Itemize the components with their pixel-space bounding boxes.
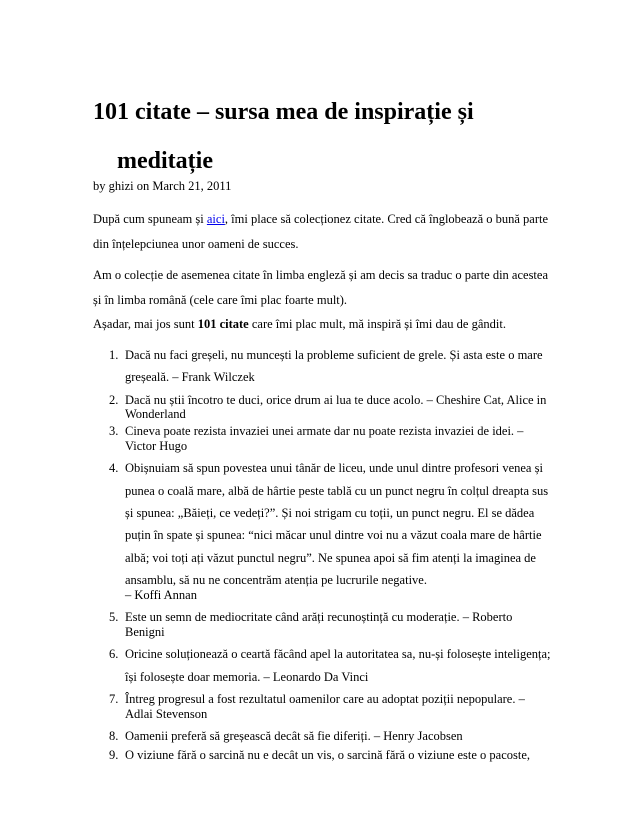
intro-p3-bold: 101 citate <box>197 317 249 331</box>
title-line-1: 101 citate – sursa mea de inspirație și <box>93 99 474 125</box>
quote-item-7 <box>93 692 553 721</box>
intro-paragraph-1 <box>93 207 553 256</box>
quote-item-8 <box>93 725 553 747</box>
intro-p1-text-end: , îmi place să colecționez citate. Cred că înglobează o bună parte din înțelepciunea unor oameni de succes. <box>93 212 549 251</box>
quote-text: Dacă nu faci greșeli, nu muncești la probleme suficient de grele. Și asta este o mare greșeală. – Frank Wilczek <box>125 348 543 385</box>
quote-number: 8. <box>109 729 119 744</box>
quote-text: Oamenii preferă să greșească decât să fie diferiți. – Henry Jacobsen <box>125 729 463 744</box>
quote-item-1 <box>93 344 553 389</box>
quote-item-9 <box>93 748 553 763</box>
quote-author: – Koffi Annan <box>125 587 197 602</box>
quote-item-5 <box>93 610 553 639</box>
byline: by ghizi on March 21, 2011 <box>93 179 232 193</box>
quote-number: 5. <box>109 610 119 625</box>
intro-paragraph-3 <box>93 312 553 337</box>
quote-number: 2. <box>109 392 119 407</box>
quote-item-4 <box>93 457 553 602</box>
quote-number: 1. <box>109 348 119 362</box>
quote-text: Obișnuiam să spun povestea unui tânăr de liceu, unde unul dintre profesori venea și punea o coală mare, albă de hârtie peste tablă cu un punct negru în colțul dreapta sus și spunea: „Băieți, ce vedeți?”. Și noi strigam cu toții, un punct negru. El se dădea puțin în spate și spunea: “nici măcar unul dintre voi nu a văzut coala mare de hârtie albă; voi toți ați văzut punctul negru”. Ne spunea apoi să fim atenți la imaginea de ansamblu, să nu ne concentrăm atenția pe lucrurile negative. <box>125 461 549 588</box>
intro-paragraph-2: Am o colecție de asemenea citate în limba engleză și am decis sa traduc o parte din acestea și în limba română (cele care îmi plac foarte mult). <box>93 268 548 307</box>
intro-p1-text-start: După cum spuneam și <box>93 212 207 226</box>
quote-text: O viziune fără o sarcină nu e decât un vis, o sarcină fără o viziune este o pacoste, <box>125 747 531 762</box>
aici-link[interactable]: aici <box>206 212 225 226</box>
quote-number: 7. <box>109 692 119 707</box>
quote-text: Este un semn de mediocritate când arăți recunoștință cu moderație. – Roberto Benigni <box>125 610 513 639</box>
quote-item-6 <box>93 643 553 688</box>
quote-text: Dacă nu știi încotro te duci, orice drum ai lua te duce acolo. – Cheshire Cat, Alice in Wonderland <box>125 392 547 422</box>
intro-p3-text-start: Așadar, mai jos sunt <box>93 317 198 331</box>
quotes-list <box>93 344 553 762</box>
page-title <box>93 88 593 186</box>
quote-text: Întreg progresul a fost rezultatul oamenilor care au adoptat poziții nepopulare. – Adlai Stevenson <box>125 692 525 721</box>
quote-number: 3. <box>109 424 119 438</box>
quote-number: 9. <box>109 747 119 762</box>
quote-number: 6. <box>109 647 119 662</box>
quote-item-3 <box>93 424 553 453</box>
quote-text: Oricine soluționează o ceartă făcând apel la autoritatea sa, nu-și folosește inteligența; își folosește doar memoria. – Leonardo Da Vinci <box>125 647 551 684</box>
quote-number: 4. <box>109 461 119 476</box>
title-line-2: meditație <box>117 148 213 174</box>
intro-p3-text-end: care îmi plac mult, mă inspiră și îmi dau de gândit. <box>248 317 506 331</box>
quote-text: Cineva poate rezista invaziei unei armate dar nu poate rezista invaziei de idei. – Victor Hugo <box>125 424 524 453</box>
quote-item-2 <box>93 393 553 422</box>
